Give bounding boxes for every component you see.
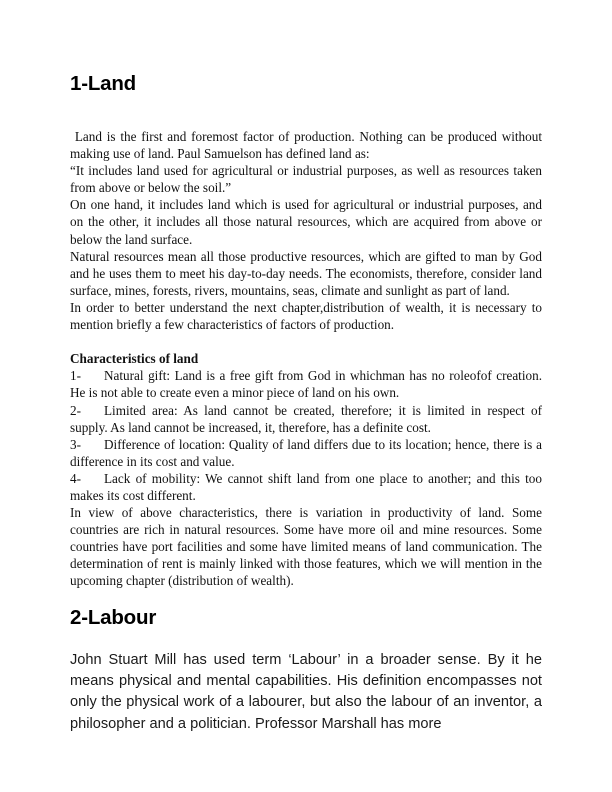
list-item bbox=[70, 470, 542, 504]
list-item bbox=[70, 402, 542, 436]
subheading-characteristics-of-land: Characteristics of land bbox=[70, 351, 199, 367]
section-heading-labour: 2-Labour bbox=[70, 606, 157, 629]
list-item-number: 4- bbox=[70, 470, 81, 486]
paragraph-land-natural-resources: Natural resources mean all those productive resources, which are gifted to man by God and he uses them to meet his day-to-day needs. The economists, therefore, consider land surface, mines, forests, rivers, mountains, seas, climate and sunlight as part of land. bbox=[70, 248, 542, 298]
list-item-text: Lack of mobility: We cannot shift land from one place to another; and this too makes its cost different. bbox=[70, 470, 542, 503]
list-item-number: 1- bbox=[70, 368, 81, 384]
paragraph-spacer bbox=[70, 333, 542, 350]
list-item-text: Difference of location: Quality of land differs due to its location; hence, there is a difference in its cost and value. bbox=[70, 436, 542, 469]
list-item-number: 2- bbox=[70, 402, 81, 418]
list-item-number: 3- bbox=[70, 436, 81, 452]
section-body-labour bbox=[70, 650, 542, 735]
section-body-land bbox=[70, 128, 546, 590]
section-heading-land: 1-Land bbox=[70, 72, 136, 95]
paragraph-labour-intro: John Stuart Mill has used term ‘Labour’ in a broader sense. By it he means physical and mental capabilities. His definition encompasses not only the physical work of a labourer, but also the labour of an inventor, a philosopher and a politician. Professor Marshall has more bbox=[70, 652, 542, 732]
paragraph-land-next-chapter: In order to better understand the next chapter,distribution of wealth, it is necessary to mention briefly a few characteristics of factors of production. bbox=[70, 299, 542, 333]
list-item-text: Natural gift: Land is a free gift from God in whichman has no roleofof creation. He is not able to create even a minor piece of land on his own. bbox=[70, 368, 542, 401]
paragraph-land-onehand: On one hand, it includes land which is used for agricultural or industrial purposes, and on the other, it includes all those natural resources, which are acquired from above or below the land surface. bbox=[70, 197, 542, 247]
paragraph-land-intro: Land is the first and foremost factor of production. Nothing can be produced without making use of land. Paul Samuelson has defined land as: bbox=[70, 129, 546, 162]
list-item bbox=[70, 436, 542, 470]
paragraph-land-closing: In view of above characteristics, there is variation in productivity of land. Some countries are rich in natural resources. Some have more oil and mine resources. Some countries have port facilities and some have limited means of land communication. The determination of rent is mainly linked with those features, which we will mention in the upcoming chapter (distribution of wealth). bbox=[70, 505, 542, 589]
paragraph-land-quote: “It includes land used for agricultural or industrial purposes, as well as resources taken from above or below the soil.” bbox=[70, 163, 542, 196]
list-item-text: Limited area: As land cannot be created, therefore; it is limited in respect of supply. As land cannot be increased, it, therefore, has a definite cost. bbox=[70, 402, 542, 435]
list-item bbox=[70, 367, 542, 401]
